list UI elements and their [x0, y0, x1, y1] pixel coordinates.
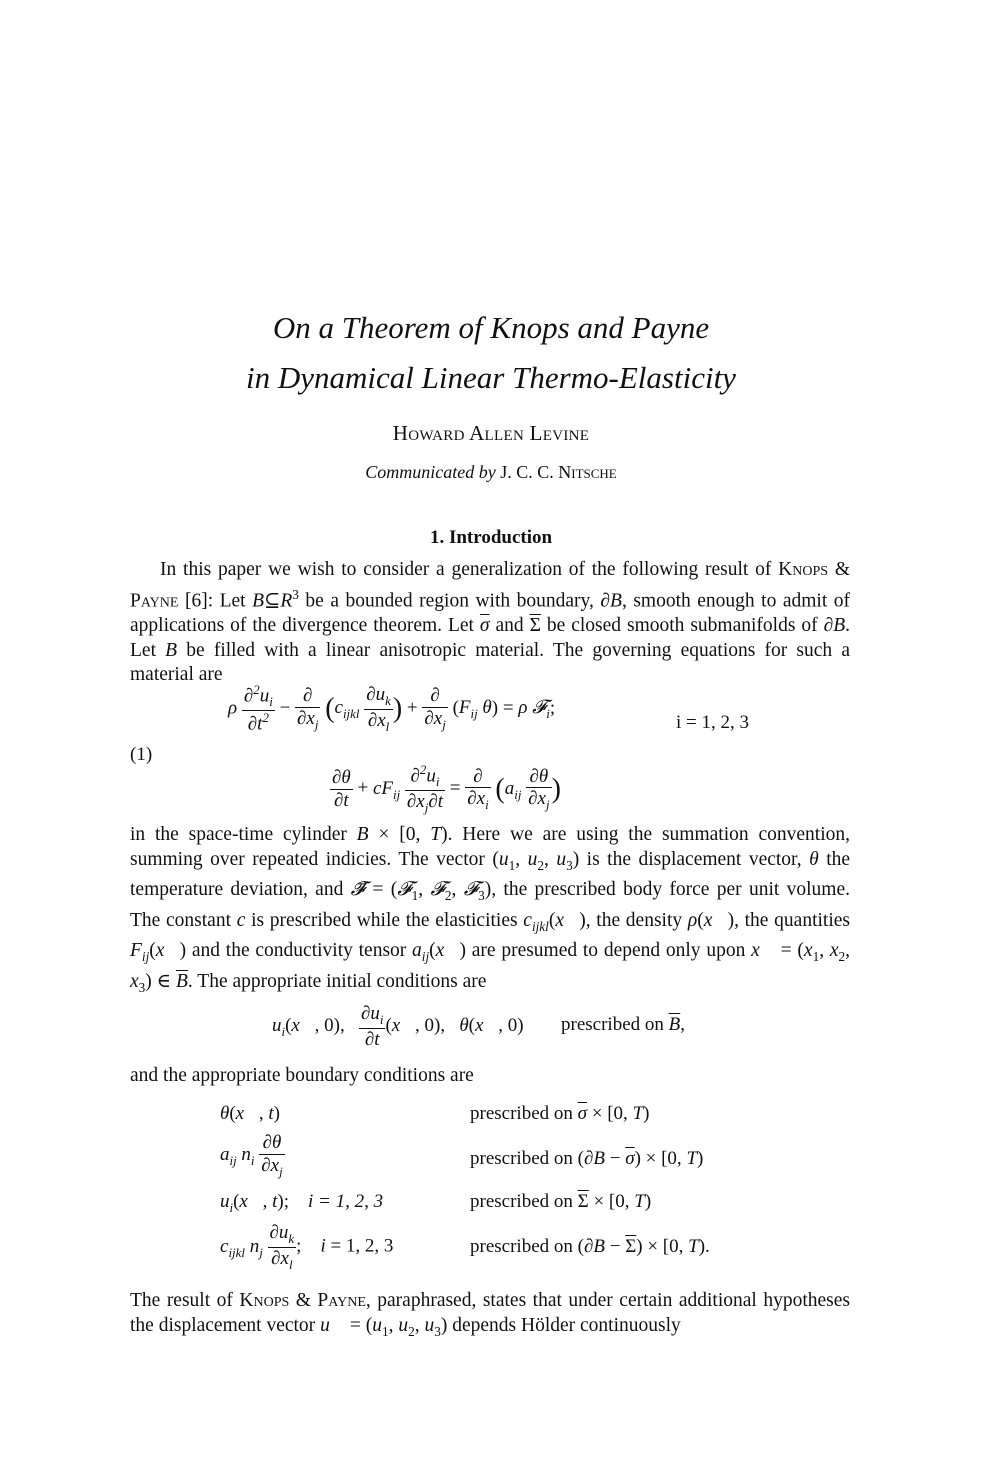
equation-1-line-2: $\frac{\partial\theta}{\partial t}$ + $cF_{ij}$ $\frac{\partial^2u_i}{\partial x_j\partial t}$ = $\frac{\partial}{\partial x_i}$ ($a_{ij}$ $\frac{\partial\theta}{\partial x_j}$ )	[332, 762, 561, 815]
communicated-by	[0, 462, 982, 483]
section-heading: 1. Introduction	[429, 527, 553, 548]
communicator-name: Nitsche	[558, 462, 617, 482]
paper-title-line-2: in Dynamical Linear Thermo-Elasticity	[246, 360, 736, 395]
author-name: Howard Allen Levine	[392, 421, 590, 445]
intro-paragraph-4: The result of Knops & Payne, paraphrased, states that under certain additional hypotheses the displacement vector u⃗ = ($u_1$, $u_2$, $u_3$) depends Hölder continuously	[130, 1290, 850, 1339]
paper-title-line-1: On a Theorem of Knops and Payne	[272, 310, 710, 345]
intro-paragraph-3: and the appropriate boundary conditions are	[130, 1065, 474, 1086]
communicated-prefix: Communicated by	[365, 462, 496, 482]
communicator-initials: J. C. C.	[500, 462, 554, 482]
initial-conditions-domain: prescribed on $\overline{B}$,	[561, 1014, 685, 1035]
boundary-condition-row: θ(x⃗, t) prescribed on $\overline{\sigma} \times [0$, T)	[220, 1103, 650, 1124]
equation-1-line-1: ρ $\frac{\partial^2u_i}{\partial t^2}$ − $\frac{\partial}{\partial x_j}$ ($c_{ijkl}$ $\frac{\partial u_k}{\partial x_l}$ ) + $\frac{\partial}{\partial x_j}$ ($F_{ij}$ θ) = ρ 𝓕$_i$;	[228, 682, 556, 735]
equation-number: (1)	[130, 744, 153, 765]
boundary-condition-row: $c_{ijkl}$ $n_j$ $\frac{\partial u_k}{\partial x_l}$ ; i = 1, 2, 3 prescribed on $(\partial B - \overline{\Sigma}) \times [0$, T).	[220, 1222, 710, 1272]
intro-paragraph-2: in the space-time cylinder B × [0, T). Here we are using the summation convention, summing over repeated indicies. The vector ($u_1$, $u_2$, $u_3$) is the displacement vector, θ the temperature deviation, and 𝓕⃗ = (𝓕$_1$, 𝓕$_2$, 𝓕$_3$), the prescribed body force per unit volume. The constant c is prescribed while the elasticities $c_{ijkl}(x⃗)$, the density ρ(x⃗), the quantities $F_{ij}(x⃗)$ and the conductivity tensor $a_{ij}(x⃗)$ are presumed to depend only upon x⃗ = ($x_1$, $x_2$, $x_3$) ∈ $\overline{B}$. The appropriate initial conditions are	[130, 824, 851, 995]
initial-conditions: $u_i(x⃗$, 0), $\frac{\partial u_i}{\partial t}$ (x⃗, 0), θ(x⃗, 0)	[272, 1003, 524, 1050]
boundary-condition-row: $a_{ij}$ $n_i$ $\frac{\partial\theta}{\partial x_j}$ prescribed on $(\partial B - \overline{\sigma}) \times [0$, T)	[220, 1132, 704, 1179]
equation-1-index-range: i = 1, 2, 3	[676, 712, 749, 733]
boundary-condition-row: $u_i(x⃗$, t); i = 1, 2, 3 prescribed on $\overline{\Sigma} \times [0$, T)	[220, 1191, 652, 1215]
intro-paragraph-1: In this paper we wish to consider a generalization of the following result of Knops & Payne [6]: Let $B⊆R^3$ be a bounded region with boundary, ∂B, smooth enough to admit of applications of the divergence theorem. Let $\overline{\sigma}$ and $\overline{\Sigma}$ be closed smooth submanifolds of ∂B. Let B be filled with a linear anisotropic material. The governing equations for such a material are	[130, 559, 851, 686]
